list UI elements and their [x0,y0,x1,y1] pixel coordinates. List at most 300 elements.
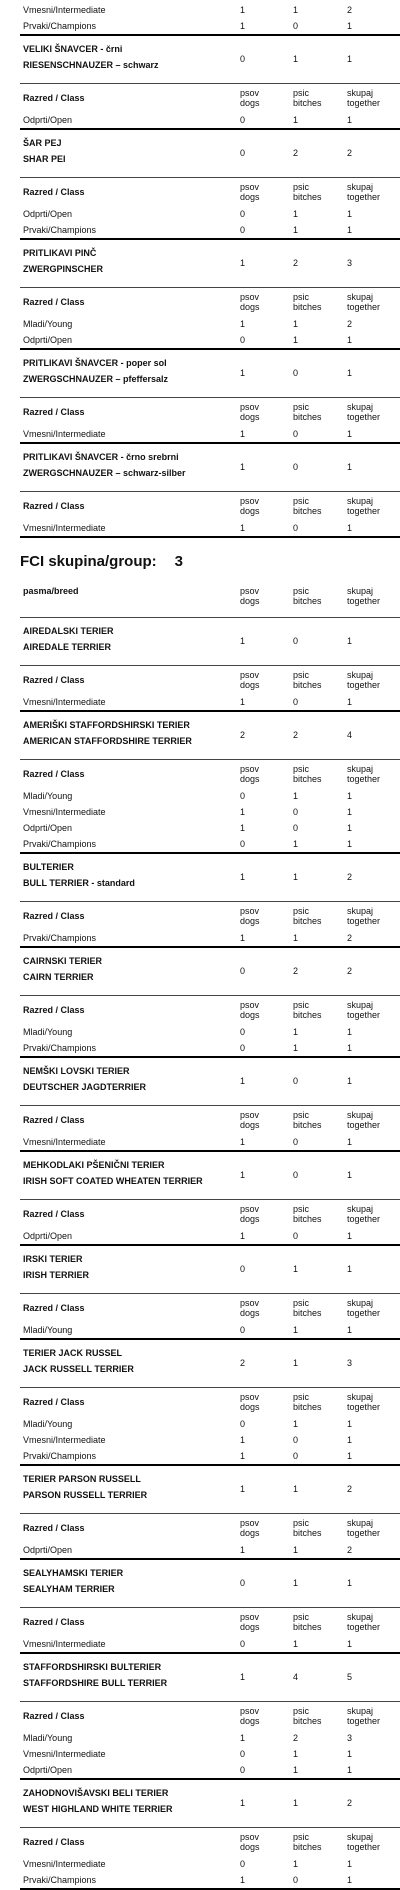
together-header-english: together [347,1622,381,1632]
breed-total-together: 5 [347,1672,353,1682]
together-count: 1 [347,1875,353,1885]
dogs-header-local: psov [240,402,260,412]
bitches-count: 0 [293,697,299,707]
breed-total-bitches: 0 [293,1170,299,1180]
dogs-count: 0 [240,1749,246,1759]
bitches-header [293,292,322,312]
together-header-local: skupaj [347,586,374,596]
together-header-english: together [347,412,381,422]
class-column-label: Razred / Class [23,501,85,511]
breed-name-english: CAIRN TERRIER [23,972,94,982]
bitches-count: 1 [293,1027,299,1037]
dogs-header-english: dogs [240,412,260,422]
class-row [0,1730,400,1746]
dogs-header-english: dogs [240,1842,260,1852]
breed-divider [20,665,400,666]
column-header-row [0,399,400,426]
breed-total-bitches: 0 [293,636,299,646]
class-name: Mladi/Young [23,791,73,801]
together-count: 1 [347,1419,353,1429]
dogs-header-english: dogs [240,1716,260,1726]
column-header-row [0,1829,400,1856]
bitches-header-local: psic [293,88,310,98]
bitches-count: 1 [293,115,299,125]
dogs-header-english: dogs [240,774,260,784]
together-header [347,182,380,202]
breed-column-label: pasma/breed [23,586,79,596]
breed-total-bitches: 0 [293,1076,299,1086]
class-name: Prvaki/Champions [23,839,97,849]
bitches-header [293,1000,322,1020]
breed-name-english: DEUTSCHER JAGDTERRIER [23,1082,147,1092]
dogs-header [240,182,260,202]
dogs-count: 0 [240,225,246,235]
bitches-count: 1 [293,335,299,345]
bitches-header-local: psic [293,1706,310,1716]
breed-total-together: 1 [347,1170,353,1180]
column-header-row [0,85,400,112]
breed-total-dogs: 0 [240,1578,246,1588]
bitches-count: 0 [293,1451,299,1461]
breed-total-together: 2 [347,1798,353,1808]
dogs-header-english: dogs [240,192,260,202]
together-header-english: together [347,302,381,312]
class-column-label: Razred / Class [23,1617,85,1627]
dogs-header [240,1298,260,1318]
dogs-count: 1 [240,1435,246,1445]
fci-group-number: 3 [174,553,184,570]
breed-name-english: BULL TERRIER - standard [23,878,135,888]
bitches-header-english: bitches [293,1308,322,1318]
together-header [347,764,380,784]
together-header-english: together [347,98,381,108]
dogs-header-english: dogs [240,1010,260,1020]
class-column-label: Razred / Class [23,675,85,685]
breed-total-together: 2 [347,872,353,882]
header-divider [20,617,400,618]
dogs-header [240,1110,260,1130]
together-header-local: skupaj [347,1392,374,1402]
dogs-header-english: dogs [240,1120,260,1130]
together-header-english: together [347,680,381,690]
class-row [0,1134,400,1150]
bitches-header [293,1612,322,1632]
bitches-header [293,88,322,108]
together-header-english: together [347,596,381,606]
section-divider [20,710,400,712]
bitches-count: 2 [293,1733,299,1743]
together-count: 1 [347,1325,353,1335]
section-divider [20,238,400,240]
bitches-header [293,764,322,784]
dogs-header-english: dogs [240,1622,260,1632]
breed-name-local: NEMŠKI LOVSKI TERIER [23,1066,130,1076]
bitches-count: 1 [293,839,299,849]
together-header [347,1000,380,1020]
breed-name-local: PRITLIKAVI PINČ [23,248,97,258]
class-column-label: Razred / Class [23,1837,85,1847]
class-row [0,18,400,34]
together-header [347,586,380,606]
dogs-count: 0 [240,1043,246,1053]
class-row [0,1448,400,1464]
together-header [347,1518,380,1538]
together-header-english: together [347,1214,381,1224]
breed-total-bitches: 2 [293,258,299,268]
breed-total-together: 2 [347,148,353,158]
column-header-row [0,1609,400,1636]
together-count: 1 [347,1137,353,1147]
dogs-count: 1 [240,1451,246,1461]
dogs-header [240,1204,260,1224]
bitches-count: 0 [293,1875,299,1885]
class-row [0,1322,400,1338]
together-header [347,1204,380,1224]
dogs-header-local: psov [240,1706,260,1716]
bitches-count: 0 [293,21,299,31]
dogs-header-english: dogs [240,916,260,926]
breed-total-dogs: 1 [240,368,246,378]
bitches-header-local: psic [293,764,310,774]
class-name: Vmesni/Intermediate [23,1859,106,1869]
bitches-count: 1 [293,1325,299,1335]
breed-name-local: PRITLIKAVI ŠNAVCER - črno srebrni [23,452,179,462]
together-header [347,1706,380,1726]
dogs-header-local: psov [240,1110,260,1120]
together-header-local: skupaj [347,402,374,412]
section-divider [20,348,400,350]
bitches-header-english: bitches [293,1622,322,1632]
breed-name-local: BULTERIER [23,862,74,872]
dogs-header-english: dogs [240,1528,260,1538]
together-header-english: together [347,1010,381,1020]
dogs-header-local: psov [240,764,260,774]
bitches-header [293,670,322,690]
column-header-row [0,1201,400,1228]
breed-total-dogs: 1 [240,1798,246,1808]
bitches-count: 0 [293,807,299,817]
class-name: Odprti/Open [23,335,73,345]
section-divider [20,34,400,36]
breed-total-bitches: 4 [293,1672,299,1682]
section-divider [20,1558,400,1560]
together-count: 1 [347,21,353,31]
together-header-local: skupaj [347,1204,374,1214]
dogs-count: 0 [240,839,246,849]
bitches-header [293,1518,322,1538]
class-name: Odprti/Open [23,115,73,125]
together-header-english: together [347,1120,381,1130]
section-divider [20,1056,400,1058]
breed-total-dogs: 1 [240,258,246,268]
together-count: 1 [347,523,353,533]
bitches-header-english: bitches [293,916,322,926]
breed-name-local: CAIRNSKI TERIER [23,956,103,966]
class-row [0,820,400,836]
bitches-count: 1 [293,1545,299,1555]
dogs-count: 0 [240,1639,246,1649]
bitches-header-english: bitches [293,1402,322,1412]
class-name: Mladi/Young [23,319,73,329]
class-row [0,1542,400,1558]
class-name: Prvaki/Champions [23,933,97,943]
breed-total-together: 4 [347,730,353,740]
together-count: 1 [347,807,353,817]
breed-divider [20,83,400,84]
bitches-header-english: bitches [293,1716,322,1726]
breed-total-bitches: 0 [293,368,299,378]
dogs-count: 0 [240,1027,246,1037]
section-divider [20,1244,400,1246]
together-header-english: together [347,192,381,202]
class-name: Prvaki/Champions [23,1875,97,1885]
class-row [0,836,400,852]
breed-total-dogs: 1 [240,872,246,882]
together-count: 1 [347,1749,353,1759]
dogs-header-local: psov [240,1518,260,1528]
breed-total-dogs: 0 [240,148,246,158]
dogs-header [240,496,260,516]
dogs-count: 0 [240,1325,246,1335]
column-header-row [0,1703,400,1730]
bitches-header [293,402,322,422]
bitches-header-english: bitches [293,680,322,690]
together-header-local: skupaj [347,1110,374,1120]
dogs-count: 1 [240,807,246,817]
dogs-header [240,1392,260,1412]
breed-divider [20,1105,400,1106]
together-header [347,906,380,926]
breed-divider [20,1199,400,1200]
breed-total-dogs: 1 [240,1170,246,1180]
breed-total-bitches: 1 [293,1264,299,1274]
class-name: Odprti/Open [23,209,73,219]
class-name: Odprti/Open [23,823,73,833]
fci-group-label: FCI skupina/group: [20,553,157,570]
breed-name-local: AIREDALSKI TERIER [23,626,114,636]
bitches-count: 0 [293,1137,299,1147]
class-row [0,788,400,804]
together-count: 1 [347,1231,353,1241]
breed-name-local: ZAHODNOVIŠAVSKI BELI TERIER [23,1788,169,1798]
column-header-row [0,667,400,694]
together-count: 1 [347,1765,353,1775]
together-count: 1 [347,1435,353,1445]
bitches-header-local: psic [293,1612,310,1622]
dogs-header [240,1832,260,1852]
dogs-header [240,906,260,926]
column-header-row [0,179,400,206]
breed-total-together: 3 [347,1358,353,1368]
dogs-header-local: psov [240,496,260,506]
section-divider [20,946,400,948]
breed-divider [20,759,400,760]
dogs-count: 0 [240,115,246,125]
breed-total-dogs: 0 [240,966,246,976]
dogs-count: 1 [240,319,246,329]
breed-total-bitches: 1 [293,54,299,64]
together-header [347,292,380,312]
breed-total-bitches: 0 [293,462,299,472]
bitches-count: 1 [293,1749,299,1759]
bitches-count: 1 [293,1859,299,1869]
class-column-label: Razred / Class [23,407,85,417]
class-column-label: Razred / Class [23,297,85,307]
class-name: Vmesni/Intermediate [23,807,106,817]
together-count: 1 [347,1027,353,1037]
class-row [0,112,400,128]
breed-total-bitches: 1 [293,1484,299,1494]
together-header-local: skupaj [347,906,374,916]
breed-total-together: 1 [347,1264,353,1274]
dogs-count: 1 [240,697,246,707]
bitches-count: 1 [293,5,299,15]
dogs-count: 0 [240,1859,246,1869]
bitches-count: 1 [293,209,299,219]
class-column-label: Razred / Class [23,1209,85,1219]
class-name: Vmesni/Intermediate [23,1749,106,1759]
dogs-header-local: psov [240,1298,260,1308]
together-header-english: together [347,1528,381,1538]
column-header-row [0,903,400,930]
together-header [347,1832,380,1852]
section-divider [20,442,400,444]
section-divider [20,128,400,130]
dogs-header [240,1518,260,1538]
breed-name-local: TERIER PARSON RUSSELL [23,1474,141,1484]
class-row [0,1856,400,1872]
column-header-row [0,1295,400,1322]
column-header-row [0,289,400,316]
dogs-count: 1 [240,523,246,533]
bitches-count: 0 [293,823,299,833]
class-column-label: Razred / Class [23,1711,85,1721]
column-header-row [0,997,400,1024]
bitches-header-english: bitches [293,98,322,108]
bitches-header-english: bitches [293,302,322,312]
bitches-header [293,1110,322,1130]
dogs-header [240,1612,260,1632]
dogs-header [240,764,260,784]
dogs-count: 1 [240,429,246,439]
class-row [0,804,400,820]
together-count: 2 [347,1545,353,1555]
bitches-header-local: psic [293,670,310,680]
breed-divider [20,1387,400,1388]
together-header-english: together [347,1842,381,1852]
breed-total-bitches: 2 [293,148,299,158]
breed-total-together: 1 [347,368,353,378]
breed-total-together: 2 [347,1484,353,1494]
dogs-header-english: dogs [240,680,260,690]
together-header-local: skupaj [347,292,374,302]
breed-name-english: ZWERGPINSCHER [23,264,104,274]
bitches-count: 1 [293,791,299,801]
together-header [347,670,380,690]
together-header [347,1298,380,1318]
column-header-row [0,761,400,788]
bitches-header [293,586,322,606]
together-header-local: skupaj [347,1832,374,1842]
together-header [347,496,380,516]
together-header-local: skupaj [347,496,374,506]
together-count: 1 [347,1859,353,1869]
dogs-header-english: dogs [240,302,260,312]
together-header-english: together [347,506,381,516]
breed-name-english: JACK RUSSELL TERRIER [23,1364,134,1374]
together-count: 1 [347,1043,353,1053]
class-name: Vmesni/Intermediate [23,5,106,15]
breed-name-local: MEHKODLAKI PŠENIČNI TERIER [23,1160,165,1170]
bitches-header-local: psic [293,1110,310,1120]
section-divider [20,1338,400,1340]
class-row [0,426,400,442]
dogs-header [240,88,260,108]
dogs-header-english: dogs [240,506,260,516]
together-header [347,402,380,422]
dogs-count: 0 [240,209,246,219]
dogs-header [240,586,260,606]
dogs-header-local: psov [240,88,260,98]
dogs-count: 1 [240,1231,246,1241]
class-row [0,1432,400,1448]
breed-name-english: SEALYHAM TERRIER [23,1584,115,1594]
bitches-header [293,1298,322,1318]
dogs-count: 1 [240,1137,246,1147]
breed-total-dogs: 1 [240,1484,246,1494]
class-name: Prvaki/Champions [23,1043,97,1053]
dogs-count: 1 [240,1875,246,1885]
together-header-english: together [347,916,381,926]
together-header-local: skupaj [347,1298,374,1308]
bitches-count: 0 [293,1435,299,1445]
breed-name-english: IRISH TERRIER [23,1270,90,1280]
together-count: 1 [347,1451,353,1461]
bitches-header [293,182,322,202]
breed-name-local: VELIKI ŠNAVCER - črni [23,44,123,54]
breed-name-english: AMERICAN STAFFORDSHIRE TERRIER [23,736,192,746]
breed-name-english: WEST HIGHLAND WHITE TERRIER [23,1804,173,1814]
class-row [0,930,400,946]
breed-total-bitches: 1 [293,1798,299,1808]
class-name: Prvaki/Champions [23,225,97,235]
breed-name-english: STAFFORDSHIRE BULL TERRIER [23,1678,168,1688]
dogs-header-local: psov [240,906,260,916]
together-count: 2 [347,5,353,15]
dogs-count: 1 [240,823,246,833]
bitches-count: 0 [293,1231,299,1241]
class-column-label: Razred / Class [23,1005,85,1015]
class-row [0,206,400,222]
section-divider [20,852,400,854]
together-header [347,1392,380,1412]
bitches-count: 1 [293,933,299,943]
bitches-header [293,906,322,926]
breed-name-local: SEALYHAMSKI TERIER [23,1568,124,1578]
dogs-header-local: psov [240,182,260,192]
dogs-count: 0 [240,1419,246,1429]
bitches-header-english: bitches [293,1120,322,1130]
breed-total-together: 1 [347,54,353,64]
class-column-label: Razred / Class [23,1523,85,1533]
column-header-row [0,1107,400,1134]
bitches-count: 1 [293,1765,299,1775]
class-name: Mladi/Young [23,1733,73,1743]
section-divider [20,1464,400,1466]
together-count: 1 [347,791,353,801]
column-header-row [0,493,400,520]
breed-total-together: 2 [347,966,353,976]
